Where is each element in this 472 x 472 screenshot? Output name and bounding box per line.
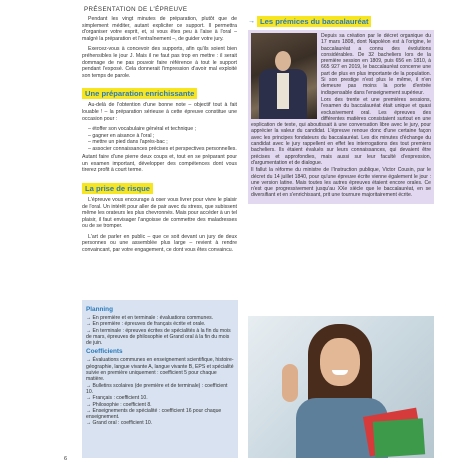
page-header: PRÉSENTATION DE L'ÉPREUVE — [84, 6, 188, 13]
section-risque-text-2: L'art de parler en public – que ce soit devant un jury de deux personnes ou une assemblée plus large – revient à rendre convaincant, par votre engagement, ce dont vous êtes convaincu. — [82, 233, 237, 254]
coefficient-line: → Évaluations communes en enseignement scientifique, histoire-géographie, langue vivante A, langue vivante B, EPS et spécialité suivie en première uniquement : coefficient 5 pour chaque matière. — [86, 357, 234, 383]
planning-coefficients-box — [82, 300, 238, 458]
left-column — [82, 16, 237, 258]
list-item: – étoffer son vocabulaire général et technique ; — [88, 126, 237, 133]
planning-line: → En première et en terminale : évaluations communes. — [86, 315, 214, 321]
history-title: Les prémices du baccalauréat — [257, 16, 371, 27]
history-box — [248, 30, 434, 204]
planning-line: → En première : épreuves de français écrite et orale. — [86, 321, 206, 328]
coefficient-line: → Enseignements de spécialité : coefficient 16 pour chaque enseignement. — [86, 407, 222, 421]
page-number: 6 — [64, 456, 68, 462]
arrow-right-icon: → — [248, 18, 255, 25]
napoleon-portrait-image — [251, 33, 317, 119]
section-title-risque: La prise de risque — [82, 183, 153, 194]
history-text-2: Lors des trente et une premières sessions, l'examen du baccalauréat était unique et quasi exclusivement oral. Les épreuves des différentes matières consistaient surtout en une explication de texte, qui aboutissait à une conversation libre avec le jury, pour apprécier la valeur du candidat. L'épreuve renoue donc d'une certaine façon avec les principes fondateurs du baccalauréat. Les dix minutes d'échange du candidat avec le jury rappellent en effet les interrogations des tout premiers bacheliers. Ils étaient évalués sur leurs connaissances, qui devaient être précises et approfondies, mais aussi sur leur faculté d'expression, d'argumentation et de dialogue. — [251, 96, 431, 166]
planning-line: → En terminale : épreuves écrites de spécialités à la fin du mois de mars, épreuves de philosophie et Grand oral à la fin du mois de juin. — [86, 327, 231, 347]
intro-paragraph-2: Exercez-vous à concevoir des supports, afin qu'ils soient bien préhensibles le jour J. Mais il ne faut pas trop en mettre : il serait dommage de ne pas pouvoir faire référence à tout le support pendant l'exposé. Cela donnerait l'impression d'avoir mal exploité son temps de parole. — [82, 46, 237, 79]
coefficients-title: Coefficients — [86, 348, 123, 356]
coefficient-line: → Français : coefficient 10. — [86, 395, 148, 402]
planning-title: Planning — [86, 306, 113, 313]
section-risque-text: L'épreuve vous encourage à oser vous livrer pour vivre le plaisir de l'oral. Un intérêt pour aller de pair avec du stress, que subissent même les orateurs les plus chevronnés. Mais pour accéder à un tel plaisir, il faut envisager l'angoisse de commettre des maladresses ou de se tromper. — [82, 196, 237, 230]
history-text-3: Il fallut la réforme du ministre de l'Instruction publique, Victor Cousin, par le décret du 14 juillet 1840, pour qu'une épreuve écrite vienne également le jour : une version latine. Mais toutes les autres épreuves étaient encore orales. Ce n'est que progressivement jusqu'au XXe siècle que le baccalauréat, en se diversifiant et en s'enrichissant, prit une tournure majoritairement écrite. — [251, 167, 431, 199]
coefficient-line: → Philosophie : coefficient 8. — [86, 401, 152, 408]
list-item: – associer connaissances précises et perspectives personnelles. — [88, 146, 237, 153]
section-title-preparation: Une préparation enrichissante — [82, 88, 197, 99]
intro-paragraph: Pendant les vingt minutes de préparation, plutôt que de simplement méditer, autant expliciter ce support. Il permettra d'organiser votre esprit, et, si vous êtes peu à l'aise à l'oral – malgré la préparation et l'entraînement –, de guider votre jury. — [82, 16, 237, 42]
coefficient-line: → Grand oral : coefficient 10. — [86, 420, 153, 427]
coefficient-line: → Bulletins scolaires (de première et de terminale) : coefficient 10. — [86, 382, 228, 395]
section-preparation-text-2: Autant faire d'une pierre deux coups et, tout en se préparant pour un examen important, développer des compétences dont vous tirerez profit à court terme. — [82, 154, 237, 174]
section-preparation-text: Au-delà de l'obtention d'une bonne note – objectif tout à fait louable ! – la préparation sérieuse à cette épreuve constitue une occasion pour : — [82, 102, 237, 122]
list-item: – gagner en aisance à l'oral ; — [88, 133, 237, 140]
history-text: Depuis sa création par le décret organique du 17 mars 1808, dont Napoléon est à l'origine, le baccalauréat a connu des évolutions considérables. De 32 bacheliers lors de la première session en 1809, puis 656 en 1810, à 665 927 en 2019, le baccalauréat concerne une part de plus en plus importante de la population. Si son prestige n'est plus le même, il n'en demeure pas moins la porte d'entrée indispensable dans l'enseignement supérieur. — [321, 33, 431, 96]
right-column — [248, 16, 434, 204]
history-title-row — [248, 16, 434, 27]
student-thumbs-up-photo — [248, 316, 434, 458]
list-item: – mettre un pied dans l'après-bac ; — [88, 139, 237, 146]
preparation-bullet-list — [88, 126, 237, 152]
